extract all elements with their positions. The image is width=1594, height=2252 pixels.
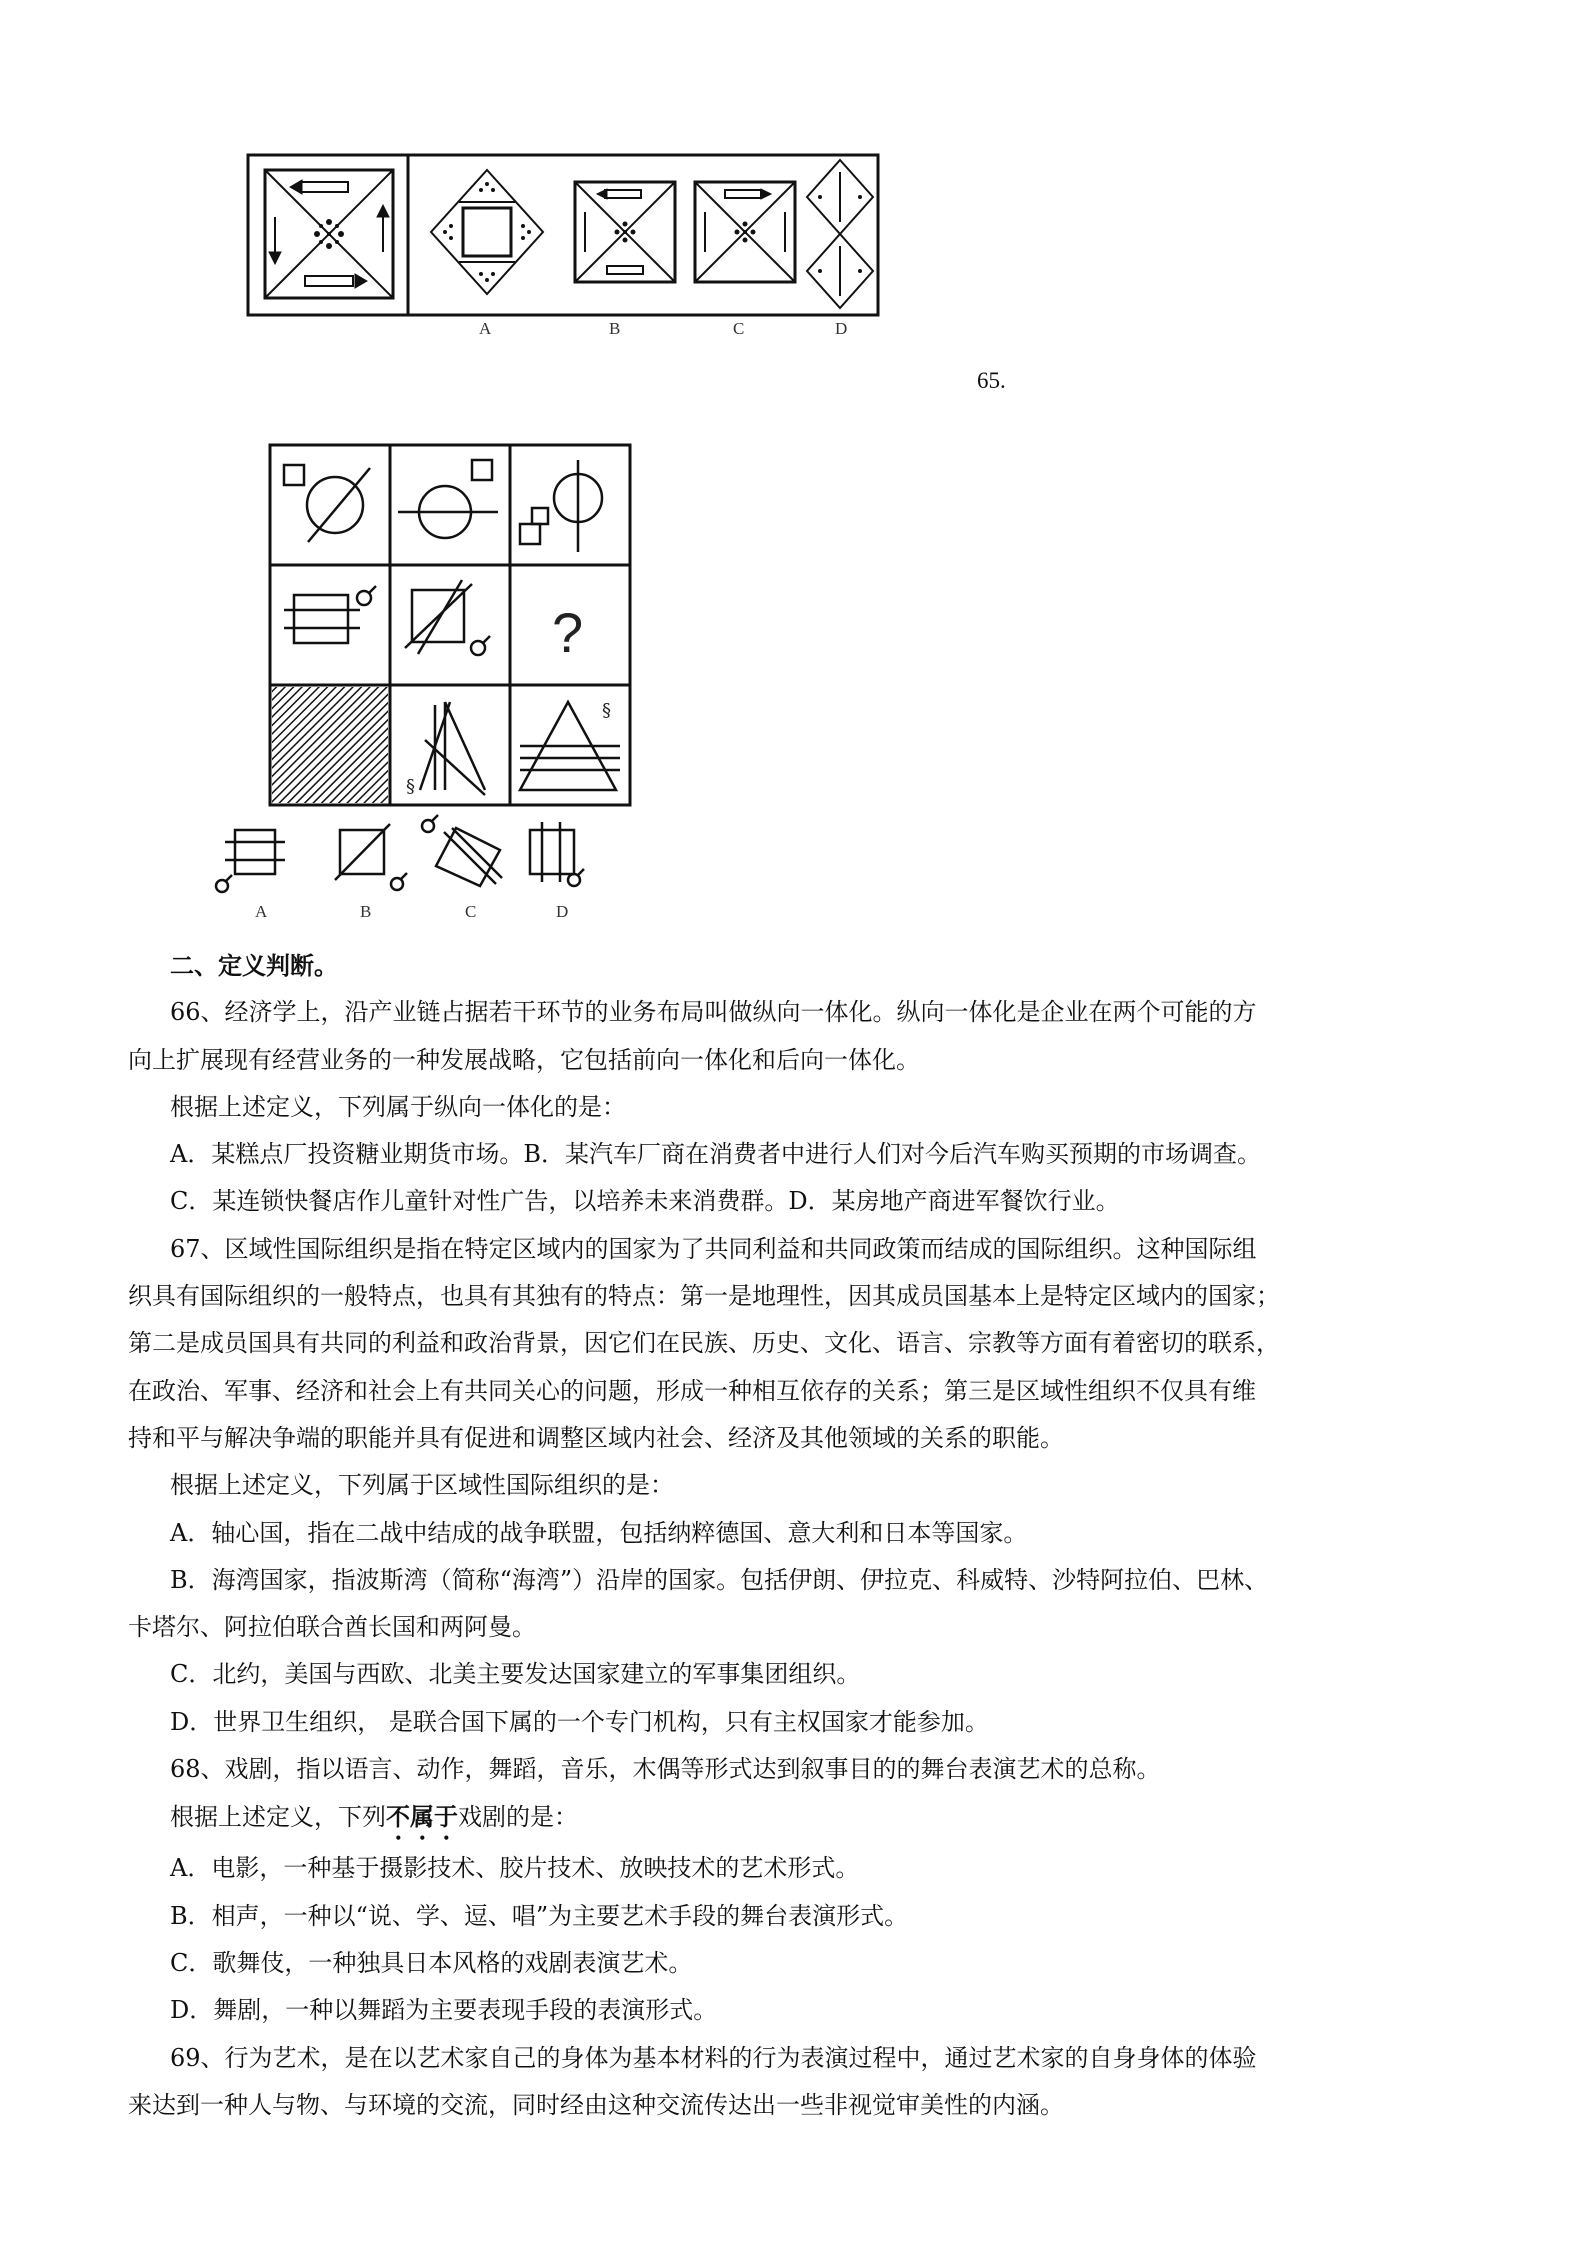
q67-stem-line-4: 在政治、军事、经济和社会上有共同关心的问题，形成一种相互依存的关系；第三是区域性组织不仅具有维	[128, 1376, 1256, 1405]
q65-cell-r3c1-hatched	[272, 687, 388, 803]
q64-label-b: B	[609, 319, 621, 338]
q67-stem-line-2: 织具有国际组织的一般特点，也具有其独有的特点：第一是地理性，因其成员国基本上是特定区域内的国家；	[128, 1282, 1280, 1311]
q67-option-b-line-1: B．海湾国家，指波斯湾（简称“海湾”）沿岸的国家。包括伊朗、伊拉克、科威特、沙特阿拉伯、巴林、	[170, 1565, 1269, 1594]
q64-label-d: D	[835, 319, 848, 338]
section-heading: 二、定义判断。	[170, 951, 338, 980]
q65-option-a-figure	[216, 830, 285, 892]
q67-stem-line-5: 持和平与解决争端的职能并具有促进和调整区域内社会、经济及其他领域的关系的职能。	[128, 1423, 1064, 1452]
q64-option-b-figure	[575, 182, 675, 282]
q68-option-b: B．相声，一种以“说、学、逗、唱”为主要艺术手段的舞台表演形式。	[170, 1901, 909, 1930]
q67-stem-line-3: 第二是成员国具有共同的利益和政治背景，因它们在民族、历史、文化、语言、宗教等方面有着密切的联系，	[128, 1329, 1280, 1358]
q68-question-suffix: 戏剧的是：	[458, 1803, 578, 1832]
q66-stem-line-1: 66、经济学上，沿产业链占据若干环节的业务布局叫做纵向一体化。纵向一体化是企业在两个可能的方	[170, 998, 1257, 1027]
q65-cell-r1c3	[520, 460, 602, 552]
q69-stem-line-2: 来达到一种人与物、与环境的交流，同时经由这种交流传达出一些非视觉审美性的内涵。	[128, 2090, 1064, 2119]
q68-option-c: C．歌舞伎，一种独具日本风格的戏剧表演艺术。	[170, 1948, 693, 1977]
q66-options-ab: A．某糕点厂投资糖业期货市场。B．某汽车厂商在消费者中进行人们对今后汽车购买预期的市场调查。	[170, 1140, 1261, 1169]
q64-option-c-figure	[695, 182, 795, 282]
q65-cell-r2c1	[284, 586, 376, 643]
q69-stem-line-1: 69、行为艺术，是在以艺术家自己的身体为基本材料的行为表演过程中，通过艺术家的自身身体的体验	[170, 2043, 1257, 2072]
q65-number: 65.	[977, 368, 1006, 393]
q65-option-d-figure	[530, 822, 584, 886]
q65-figure	[200, 440, 660, 930]
q67-option-d: D．世界卫生组织， 是联合国下属的一个专门机构，只有主权国家才能参加。	[170, 1707, 989, 1736]
q65-question-mark: ?	[552, 601, 584, 664]
q64-given-figure	[265, 170, 393, 298]
q68-stem: 68、戏剧，指以语言、动作，舞蹈，音乐，木偶等形式达到叙事目的的舞台表演艺术的总称。	[170, 1755, 1161, 1784]
q68-option-d: D．舞剧，一种以舞蹈为主要表现手段的表演形式。	[170, 1996, 718, 2025]
q66-question: 根据上述定义，下列属于纵向一体化的是：	[170, 1092, 626, 1121]
q67-option-a: A．轴心国，指在二战中结成的战争联盟，包括纳粹德国、意大利和日本等国家。	[170, 1518, 1028, 1547]
q65-cell-r2c2	[405, 580, 490, 655]
q65-cell-r3c2	[420, 702, 485, 795]
q64-figure-drawing	[245, 152, 885, 342]
q67-option-b-line-2: 卡塔尔、阿拉伯联合酋长国和两阿曼。	[128, 1613, 536, 1642]
q64-option-a-figure	[431, 170, 543, 294]
q64-label-c: C	[733, 319, 745, 338]
q67-option-c: C．北约，美国与西欧、北美主要发达国家建立的军事集团组织。	[170, 1660, 861, 1689]
q65-option-b-figure	[335, 824, 407, 890]
q68-question-prefix: 根据上述定义，下列	[170, 1803, 386, 1832]
q65-label-c: C	[465, 902, 477, 921]
q65-figure-drawing	[200, 440, 660, 930]
q64-figure	[245, 152, 885, 342]
q65-label-b: B	[360, 902, 372, 921]
q68-question-emphasis: 不属于	[386, 1802, 458, 1832]
q65-section-symbol-1: §	[406, 776, 415, 797]
q68-question	[170, 1793, 1470, 1845]
q65-cell-r1c1	[284, 465, 370, 542]
q65-label-a: A	[255, 902, 268, 921]
q65-cell-r1c2	[398, 460, 498, 538]
q65-section-symbol-2: §	[602, 700, 611, 721]
q68-option-a: A．电影，一种基于摄影技术、胶片技术、放映技术的艺术形式。	[170, 1854, 860, 1883]
q64-label-a: A	[479, 319, 492, 338]
q65-option-c-figure	[422, 815, 502, 886]
q64-option-d-figure	[807, 160, 873, 308]
document-body	[128, 942, 1470, 2129]
q65-label-d: D	[556, 902, 569, 921]
q67-question: 根据上述定义，下列属于区域性国际组织的是：	[170, 1471, 674, 1500]
q66-stem-line-2: 向上扩展现有经营业务的一种发展战略，它包括前向一体化和后向一体化。	[128, 1045, 920, 1074]
q66-options-cd: C．某连锁快餐店作儿童针对性广告，以培养未来消费群。D．某房地产商进军餐饮行业。	[170, 1187, 1120, 1216]
q67-stem-line-1: 67、区域性国际组织是指在特定区域内的国家为了共同利益和共同政策而结成的国际组织。这种国际组	[170, 1234, 1257, 1263]
